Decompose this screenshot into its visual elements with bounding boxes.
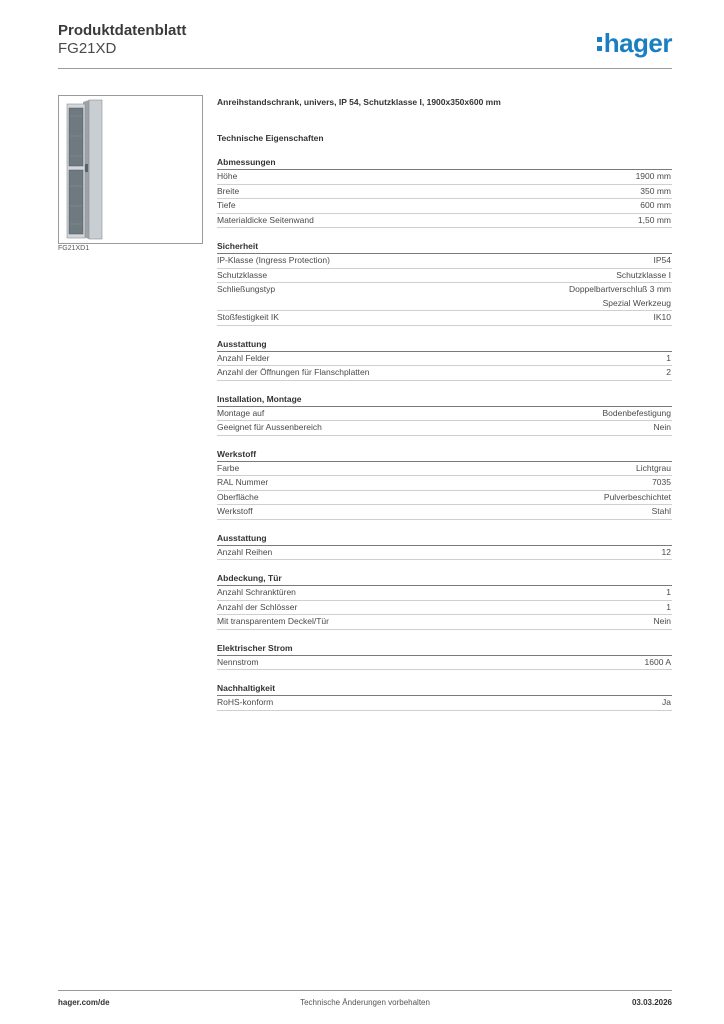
spec-value-line: Lichtgrau	[636, 462, 671, 473]
spec-label: Montage auf	[217, 407, 265, 418]
spec-value	[654, 615, 671, 629]
spec-row	[217, 254, 672, 269]
section-title: Installation, Montage	[217, 393, 672, 407]
spec-value	[666, 366, 671, 380]
spec-value-line: Doppelbartverschluß 3 mm	[568, 284, 671, 294]
spec-row	[217, 170, 672, 185]
product-description: Anreihstandschrank, univers, IP 54, Schutzklasse I, 1900x350x600 mm	[217, 97, 501, 107]
spec-row	[217, 311, 672, 326]
spec-sections	[217, 156, 672, 711]
spec-label: Schutzklasse	[217, 269, 268, 280]
spec-row	[217, 601, 672, 616]
spec-value	[638, 214, 671, 228]
spec-value	[604, 491, 671, 505]
spec-section	[217, 156, 672, 228]
spec-section	[217, 448, 672, 520]
spec-row	[217, 185, 672, 200]
product-specs	[217, 96, 672, 711]
spec-value-line: Pulverbeschichtet	[603, 491, 671, 502]
spec-label: Anzahl Felder	[217, 352, 270, 363]
spec-row	[217, 656, 672, 671]
spec-row	[217, 615, 672, 630]
spec-label: Breite	[217, 185, 240, 196]
spec-row	[217, 491, 672, 506]
spec-label: Anzahl Schranktüren	[217, 587, 296, 597]
section-title: Werkstoff	[217, 448, 672, 462]
spec-value-line: Nein	[653, 422, 671, 432]
spec-row	[217, 269, 672, 284]
section-title: Abmessungen	[217, 156, 672, 170]
footer-date: 03.03.2026	[631, 998, 672, 1007]
spec-value-line: IK10	[653, 312, 671, 322]
brand-logo	[597, 28, 672, 59]
spec-row	[217, 352, 672, 367]
footer	[58, 998, 672, 1007]
spec-value	[652, 476, 671, 490]
spec-label: Nennstrom	[217, 656, 259, 667]
footer-notice: Technische Änderungen vorbehalten	[300, 998, 430, 1007]
spec-value-line: 1	[666, 587, 671, 597]
spec-row	[217, 199, 672, 214]
spec-value-line: 1	[666, 352, 671, 363]
spec-section	[217, 682, 672, 711]
spec-value-line: 350 mm	[640, 185, 671, 196]
spec-value	[636, 170, 671, 184]
spec-row	[217, 366, 672, 381]
spec-label: Materialdicke Seitenwand	[217, 214, 314, 225]
spec-row	[217, 214, 672, 229]
footer-website[interactable]: hager.com/de	[58, 998, 110, 1007]
spec-value	[666, 352, 671, 366]
spec-label: Anzahl Reihen	[217, 546, 273, 557]
spec-label: Werkstoff	[217, 506, 253, 516]
page-title: Produktdatenblatt	[58, 22, 187, 39]
spec-value-line: 1900 mm	[635, 171, 671, 181]
spec-label: Tiefe	[217, 200, 236, 210]
cabinet-image	[59, 96, 202, 243]
section-title: Ausstattung	[217, 338, 672, 352]
article-number: FG21XD	[58, 40, 117, 57]
spec-label: RAL Nummer	[217, 477, 269, 487]
spec-value-line: Nein	[653, 616, 671, 626]
spec-row	[217, 407, 672, 422]
spec-value-line: 2	[666, 367, 671, 377]
spec-value-line: 7035	[652, 477, 671, 487]
spec-value-line: Spezial Werkzeug	[602, 297, 671, 308]
spec-label: Oberfläche	[217, 491, 259, 502]
brand-name: hager	[603, 28, 672, 58]
spec-label: Anzahl der Öffnungen für Flanschplatten	[217, 367, 370, 377]
spec-label: Mit transparentem Deckel/Tür	[217, 616, 329, 626]
section-title: Nachhaltigkeit	[217, 682, 672, 696]
spec-value	[654, 254, 672, 268]
spec-value	[654, 311, 672, 325]
spec-row	[217, 505, 672, 520]
spec-label: Stoßfestigkeit IK	[217, 312, 279, 322]
image-caption: FG21XD1	[58, 245, 90, 252]
section-title: Elektrischer Strom	[217, 642, 672, 656]
spec-value	[616, 269, 671, 283]
spec-section	[217, 240, 672, 326]
spec-row	[217, 476, 672, 491]
section-title: Ausstattung	[217, 532, 672, 546]
spec-value-line: Schutzklasse I	[616, 269, 671, 280]
spec-section	[217, 642, 672, 671]
spec-value	[662, 546, 671, 560]
spec-value	[602, 407, 671, 421]
section-title: Sicherheit	[217, 240, 672, 254]
spec-value	[640, 199, 671, 213]
spec-label: Höhe	[217, 171, 238, 181]
document-header	[58, 22, 186, 58]
spec-value-line: Bodenbefestigung	[602, 407, 671, 418]
spec-section	[217, 572, 672, 630]
spec-value	[640, 185, 671, 199]
spec-row	[217, 696, 672, 711]
spec-section	[217, 338, 672, 381]
spec-value-line: 1	[666, 601, 671, 612]
spec-value-line: 1,50 mm	[637, 214, 671, 225]
spec-label: RoHS-konform	[217, 697, 274, 707]
product-image	[58, 95, 203, 244]
spec-value-line: IP54	[653, 255, 671, 265]
spec-value	[666, 586, 671, 600]
spec-label: Geeignet für Aussenbereich	[217, 422, 322, 432]
spec-value	[645, 656, 671, 670]
spec-section	[217, 532, 672, 561]
spec-label: Farbe	[217, 462, 240, 473]
spec-row	[217, 283, 672, 311]
spec-row	[217, 421, 672, 436]
spec-value-line: 1600 A	[644, 656, 671, 667]
spec-row	[217, 546, 672, 561]
spec-value-line: 600 mm	[640, 200, 671, 210]
spec-value-line: 12	[661, 546, 671, 557]
header-divider	[58, 68, 672, 69]
spec-value-line: Ja	[662, 697, 671, 707]
spec-value	[569, 283, 671, 310]
properties-heading: Technische Eigenschaften	[217, 133, 324, 143]
spec-label: IP-Klasse (Ingress Protection)	[217, 255, 330, 265]
spec-value	[636, 462, 671, 476]
spec-label: Anzahl der Schlösser	[217, 601, 298, 612]
spec-section	[217, 393, 672, 436]
spec-value	[652, 505, 671, 519]
logo-dots-icon	[597, 37, 602, 51]
spec-value	[666, 601, 671, 615]
spec-row	[217, 462, 672, 477]
footer-divider	[58, 990, 672, 991]
spec-value	[654, 421, 671, 435]
spec-value	[662, 696, 671, 710]
spec-value-line: Stahl	[651, 506, 671, 516]
section-title: Abdeckung, Tür	[217, 572, 672, 586]
spec-label: Schließungstyp	[217, 284, 276, 294]
spec-row	[217, 586, 672, 601]
